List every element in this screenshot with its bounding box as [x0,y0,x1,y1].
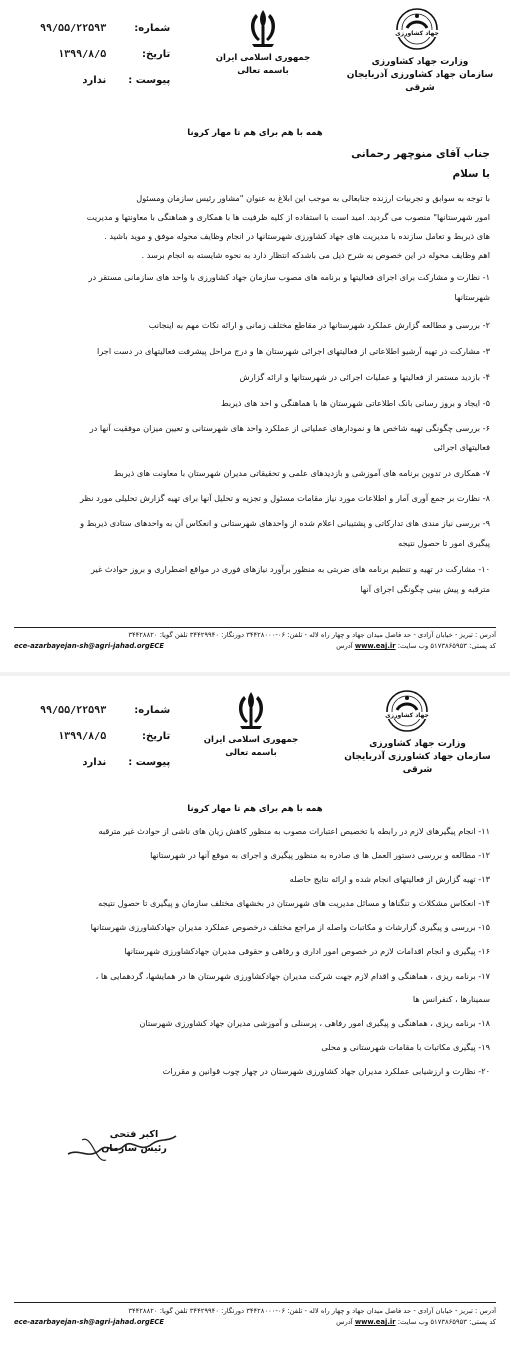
duty-item: سمینارها ، کنفرانس ها [412,994,490,1004]
letter-footer [14,1306,496,1328]
logo-caption: جهاد کشاورزی [392,30,442,37]
attachment-row [40,74,170,100]
intro-line-1: با توجه به سوابق و تجربیات ارزنده جنابعالی به موجب این ابلاغ به عنوان "مشاور رئیس سازمان ومسئول [136,193,490,203]
intro-line-2: امور شهرستانها" منصوب می گردید. امید است با استفاده از کلیه ظرفیت ها با همکاری و هماهنگی با معاونتها و مدیریت [86,212,490,222]
organization-name: سازمان جهاد کشاورزی آذربایجان شرقی [346,70,494,93]
attachment-value: ندارد [82,757,107,768]
jahad-keshavarzi-logo-icon [395,6,439,52]
letter-number-label: شماره: [134,705,171,716]
iran-emblem-icon [244,8,282,48]
attachment-value: ندارد [82,75,107,86]
besmeh-text: باسمه تعالی [237,66,289,76]
duty-item: ۱۶- پیگیری و انجام اقدامات لازم در خصوص امور اداری و رفاهی و حقوقی مدیران جهادکشاورزی شهرستانها [124,946,490,956]
footer-divider [14,627,496,628]
ministry-header [340,56,500,95]
letter-date-label: تاریخ: [142,49,171,60]
duty-item: ۶- بررسی چگونگی تهیه شاخص ها و نمودارهای عملیاتی از عملکرد واحد های شهرستانی و تعیین میزان موفقیت آنها در [89,423,490,433]
intro-line-4: اهم وظایف محوله در این خصوص به شرح ذیل می باشدکه انتظار دارد به نحوه شایسته به انجام برسد . [141,250,490,260]
letter-page-1 [0,0,510,672]
letter-number-label: شماره: [134,23,171,34]
letter-date-row [40,48,170,74]
letter-date: ۱۳۹۹/۸/۵ [58,49,107,60]
duty-item: ۳- مشارکت در تهیه آرشیو اطلاعاتی از فعالیتهای اجرائی شهرستان ها و درج مراحل پیشرفت فعالیتهای در دست اجرا [96,346,490,356]
footer-ece-email[interactable]: ece-azarbayejan-sh@agri-jahad.orgECE [14,642,164,650]
duty-item: ۱۵- بررسی و پیگیری گزارشات و مکاتبات واصله از مراجع مختلف درخصوص عملکرد مدیران جهادکشاورزی شهرستانها [90,922,490,932]
logo-caption: جهاد کشاورزی [382,712,432,719]
letter-number: ۹۹/۵۵/۲۲۵۹۳ [40,705,107,716]
footer-website-link[interactable]: www.eaj.ir [354,642,396,650]
footer-address: آدرس : تبریز - خیابان آزادی - حد فاصل میدان جهاد و چهار راه لاله - تلفن: ۰۶-۳۴۴۲۸۰۰۰ دورنگار: ۳۴۴۲۹۹۴۰ تلفن گویا: ۳۴۴۲۸۸۲۰ [128,1307,496,1315]
corona-motto: همه با هم برای هم تا مهار کرونا [187,128,323,138]
footer-address-label: آدرس [336,1318,353,1326]
letter-number: ۹۹/۵۵/۲۲۵۹۳ [40,23,107,34]
duty-item: پیگیری امور تا حصول نتیجه [398,538,490,548]
besmeh-text: باسمه تعالی [225,748,277,758]
duty-item: ۱۹- پیگیری مکاتبات با مقامات شهرستانی و محلی [321,1042,490,1052]
attachment-row [40,756,170,782]
duty-item: ۱۸- برنامه ریزی ، هماهنگی و پیگیری امور رفاهی ، پرسنلی و آموزشی مدیران جهاد کشاورزی شهرستان [139,1018,490,1028]
duty-item: ۱۴- انعکاس مشکلات و تنگناها و مسائل مدیریت های شهرستان در بخشهای مختلف سازمان و پیگیری تا حصول نتیجه [98,898,490,908]
handwritten-signature-icon [62,1120,182,1168]
corona-motto: همه با هم برای هم تا مهار کرونا [187,804,323,814]
ministry-header [335,738,500,777]
duty-item: ۱۳- تهیه گزارش از فعالیتهای انجام شده و ارائه نتایج حاصله [289,874,490,884]
duty-item: ۱۷- برنامه ریزی ، هماهنگی و اقدام لازم جهت شرکت مدیران جهادکشاورزی شهرستان ها در همایشها، گردهمایی ها ، [95,971,490,981]
footer-address-label: آدرس [336,642,353,650]
letter-footer [14,630,496,652]
footer-postal-web-label: کد پستی: ۵۱۷۳۸۶۵۹۵۳ وب سایت: [397,642,496,650]
ministry-name: وزارت جهاد کشاورزی [369,739,466,749]
letter-meta [40,704,170,782]
duty-item: ۹- بررسی نیاز مندی های تدارکاتی و پشتیبانی اعلام شده از واحدهای شهرستانی و انعکاس آن به واحدهای ستادی ذیربط و [80,518,490,528]
letter-number-row [40,704,170,730]
republic-title: جمهوری اسلامی ایران [215,53,311,63]
republic-title: جمهوری اسلامی ایران [203,735,299,745]
signer-name: اکبر فتحی [109,1129,159,1140]
attachment-label: پیوست : [128,75,171,86]
center-header [203,734,299,760]
duty-item: ۱۱- انجام پیگیرهای لازم در رابطه با تخصیص اعتبارات مصوب به منظور کاهش زیان های ناشی از حوادث غیر مترقبه [98,826,490,836]
letter-date-label: تاریخ: [142,731,171,742]
duty-item: ۲۰- نظارت و ارزشیابی عملکرد مدیران جهاد کشاورزی شهرستان در چهار چوب قوانین و مقررات [162,1066,490,1076]
ministry-name: وزارت جهاد کشاورزی [371,57,469,67]
duty-item: ۱- نظارت و مشارکت برای اجرای فعالیتها و برنامه های مصوب سازمان جهاد کشاورزی با واحد های سازمانی مستقر در [88,272,490,282]
letter-date-row [40,730,170,756]
letter-meta [40,22,170,100]
attachment-label: پیوست : [128,757,171,768]
duty-item: ۱۰- مشارکت در تهیه و تنظیم برنامه های ضربتی به منظور برآورد نیازهای فوری در مواقع اضطراری و بروز حوادث غیر [90,564,490,574]
letter-number-row [40,22,170,48]
footer-address: آدرس : تبریز - خیابان آزادی - حد فاصل میدان جهاد و چهار راه لاله - تلفن: ۰۶-۳۴۴۲۸۰۰۰ دورنگار: ۳۴۴۲۹۹۴۰ تلفن گویا: ۳۴۴۲۸۸۲۰ [128,631,496,639]
footer-website-link[interactable]: www.eaj.ir [354,1318,396,1326]
signer-title: رئیس سازمان [101,1143,167,1154]
duty-item: شهرستانها [454,292,490,302]
intro-line-3: های ذیربط و تعامل سازنده با مدیریت های جهاد کشاورزی شهرستانها در انجام وظایف محوله موفق و موید باشید . [104,231,490,241]
iran-emblem-icon [232,690,270,730]
footer-postal-web-label: کد پستی: ۵۱۷۳۸۶۵۹۵۳ وب سایت: [397,1318,496,1326]
organization-name: سازمان جهاد کشاورزی آذربایجان شرقی [344,752,491,775]
jahad-keshavarzi-logo-icon [385,688,429,734]
duty-item: مترقبه و پیش بینی چگونگی اجرای آنها [360,584,490,594]
duty-item: فعالیتهای اجرائی [433,442,490,452]
letter-page-2 [0,676,510,1353]
addressee: جناب آقای منوچهر رحمانی [351,148,490,160]
duty-item: ۱۲- مطالعه و بررسی دستور العمل ها ی صادره به منظور پیگیری و اجرای به موقع آنها در شهرستانها [150,850,490,860]
duty-item: ۲- بررسی و مطالعه گزارش عملکرد شهرستانها در مقاطع مختلف زمانی و ارائه نکات مهم به اینجانب [148,320,490,330]
duty-item: ۷- همکاری در تدوین برنامه های آموزشی و بازدیدهای علمی و تحقیقاتی مدیران شهرستان با معاونت های ذیربط [113,468,490,478]
letter-date: ۱۳۹۹/۸/۵ [58,731,107,742]
duty-item: ۴- بازدید مستمر از فعالیتها و عملیات اجرائی در شهرستانها و ارائه گزارش [239,372,490,382]
duty-item: ۸- نظارت بر جمع آوری آمار و اطلاعات مورد نیاز مقامات مسئول و تجزیه و تحلیل آنها برای تهیه گزارش تحلیلی مورد نظر [80,493,490,503]
greeting: با سلام [452,168,490,180]
footer-ece-email[interactable]: ece-azarbayejan-sh@agri-jahad.orgECE [14,1318,164,1326]
duty-item: ۵- ایجاد و بروز رسانی بانک اطلاعاتی شهرستان ها با هماهنگی و احد های ذیربط [221,398,490,408]
center-header [215,52,311,78]
footer-divider [14,1302,496,1303]
